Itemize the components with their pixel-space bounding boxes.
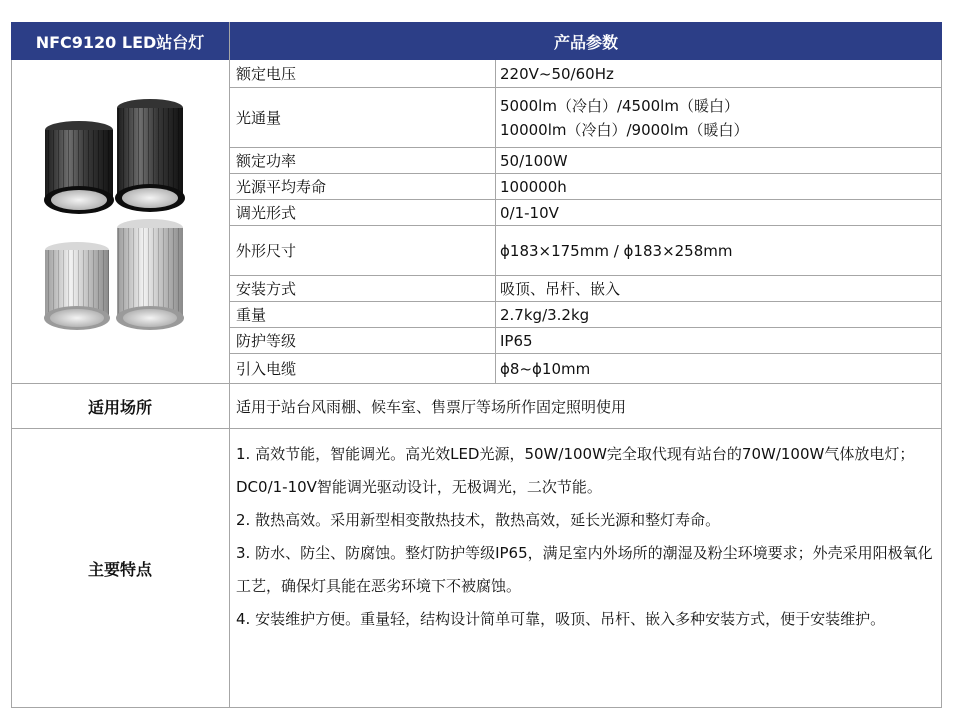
feature-item: 3. 防水、防尘、防腐蚀。整灯防护等级IP65，满足室内外场所的潮湿及粉尘环境要求；外壳采用阳极氧化工艺，确保灯具能在恶劣环境下不被腐蚀。 [236, 544, 933, 595]
spec-row-cable [230, 354, 942, 384]
application-value: 适用于站台风雨棚、候车室、售票厅等场所作固定照明使用 [230, 384, 942, 429]
spec-value: 0/1-10V [500, 203, 559, 222]
product-image [11, 60, 230, 384]
product-image-cell [11, 60, 230, 384]
spec-key: 外形尺寸 [230, 226, 496, 275]
spec-value: 5000lm（冷白）/4500lm（暖白） [500, 96, 739, 115]
spec-value: 10000lm（冷白）/9000lm（暖白） [500, 120, 749, 139]
spec-row-installation [230, 276, 942, 302]
spec-row-voltage [230, 60, 942, 88]
spec-row-luminous-flux [230, 88, 942, 148]
feature-item: 1. 高效节能，智能调光。高光效LED光源，50W/100W完全取代现有站台的70W/100W气体放电灯；DC0/1-10V智能调光驱动设计，无极调光，二次节能。 [236, 445, 915, 496]
product-name-header: NFC9120 LED站台灯 [11, 22, 230, 60]
spec-value: ϕ8~ϕ10mm [500, 359, 591, 378]
dark-lamp-small [44, 121, 114, 214]
spec-key: 安装方式 [230, 276, 496, 301]
spec-value: 吸顶、吊杆、嵌入 [500, 279, 621, 298]
silver-lamp-small [44, 242, 110, 330]
spec-key: 光源平均寿命 [230, 174, 496, 199]
feature-item: 4. 安装维护方便。重量轻，结构设计简单可靠，吸顶、吊杆、嵌入多种安装方式，便于安装维护。 [236, 610, 886, 628]
features-label: 主要特点 [11, 429, 230, 708]
spec-row-dimming [230, 200, 942, 226]
spec-value: 50/100W [500, 151, 568, 170]
feature-item: 2. 散热高效。采用新型相变散热技术，散热高效，延长光源和整灯寿命。 [236, 511, 721, 529]
spec-value: 220V~50/60Hz [500, 64, 614, 83]
spec-key: 防护等级 [230, 328, 496, 353]
silver-lamp-tall [116, 219, 184, 330]
spec-key: 调光形式 [230, 200, 496, 225]
spec-key: 光通量 [230, 88, 496, 147]
spec-key: 重量 [230, 302, 496, 327]
spec-row-ip-rating [230, 328, 942, 354]
spec-row-power [230, 148, 942, 174]
spec-value: ϕ183×175mm / ϕ183×258mm [500, 241, 733, 260]
features-list [236, 438, 936, 636]
spec-row-weight [230, 302, 942, 328]
spec-key: 引入电缆 [230, 354, 496, 383]
dark-lamp-tall [115, 99, 185, 212]
spec-key: 额定功率 [230, 148, 496, 173]
application-label: 适用场所 [11, 384, 230, 429]
params-title-header: 产品参数 [230, 22, 942, 60]
spec-row-lifetime [230, 174, 942, 200]
spec-row-dimensions [230, 226, 942, 276]
spec-value: 2.7kg/3.2kg [500, 305, 590, 324]
spec-value: 100000h [500, 177, 567, 196]
spec-key: 额定电压 [230, 60, 496, 87]
spec-value: IP65 [500, 331, 533, 350]
